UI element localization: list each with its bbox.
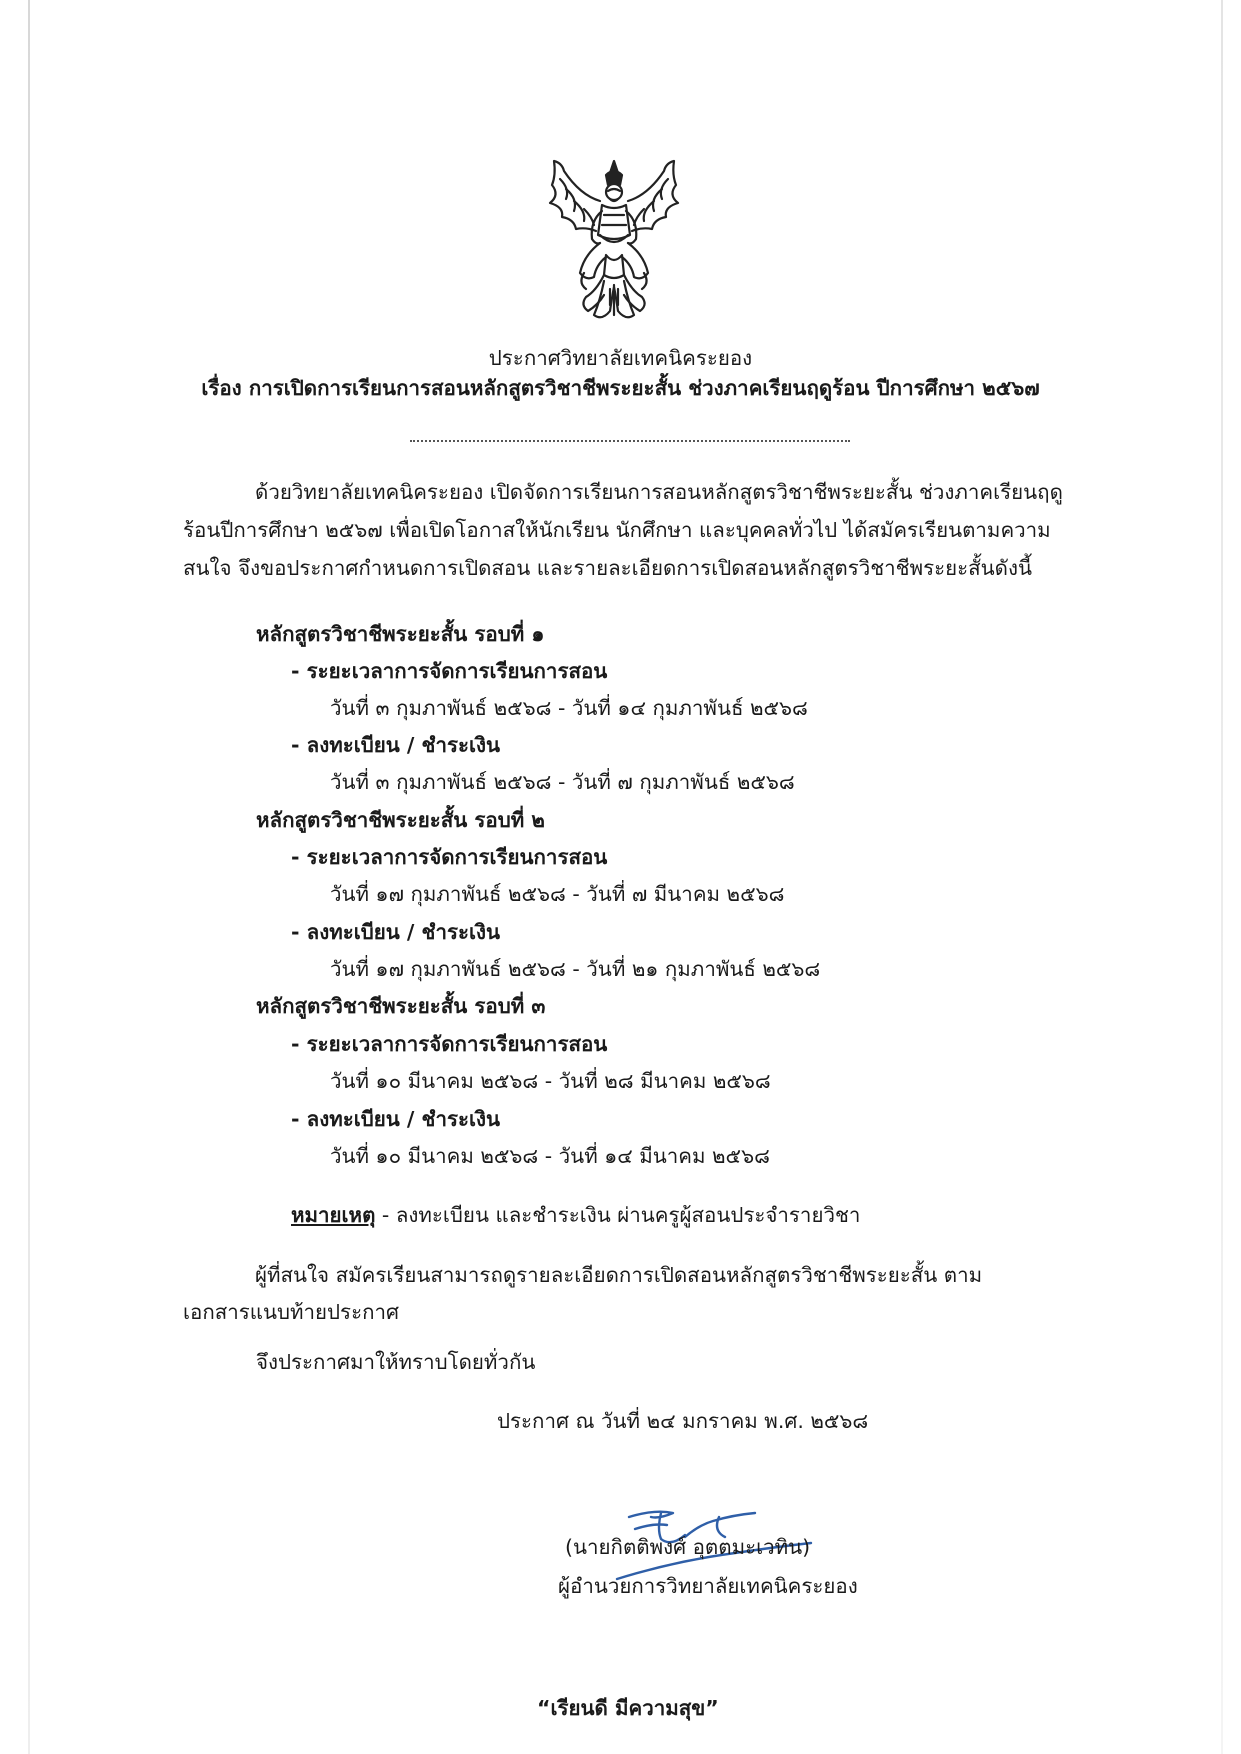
announce-statement: จึงประกาศมาให้ทราบโดยทั่วกัน	[256, 1350, 536, 1374]
round-2-register-dates: วันที่ ๑๗ กุมภาพันธ์ ๒๕๖๘ - วันที่ ๒๑ กุมภาพันธ์ ๒๕๖๘	[330, 957, 821, 981]
round-1-register-dates: วันที่ ๓ กุมภาพันธ์ ๒๕๖๘ - วันที่ ๗ กุมภาพันธ์ ๒๕๖๘	[330, 770, 795, 794]
announcement-subject: เรื่อง การเปิดการเรียนการสอนหลักสูตรวิชาชีพระยะสั้น ช่วงภาคเรียนฤดูร้อน ปีการศึกษา ๒๕๖๗	[201, 376, 1040, 400]
round-2-teaching-dates: วันที่ ๑๗ กุมภาพันธ์ ๒๕๖๘ - วันที่ ๗ มีนาคม ๒๕๖๘	[330, 882, 785, 906]
round-2-teaching-label: - ระยะเวลาการจัดการเรียนการสอน	[291, 845, 608, 869]
scan-edge-left	[28, 0, 30, 1754]
note	[291, 1201, 860, 1229]
round-3-teaching-dates: วันที่ ๑๐ มีนาคม ๒๕๖๘ - วันที่ ๒๘ มีนาคม ๒๕๖๘	[330, 1069, 771, 1093]
garuda-emblem-icon	[540, 155, 688, 325]
scan-edge-right	[1221, 0, 1223, 1754]
note-text: - ลงทะเบียน และชำระเงิน ผ่านครูผู้สอนประจำรายวิชา	[375, 1203, 861, 1227]
round-3-title: หลักสูตรวิชาชีพระยะสั้น รอบที่ ๓	[256, 994, 546, 1018]
announce-date: ประกาศ ณ วันที่ ๒๔ มกราคม พ.ศ. ๒๕๖๘	[497, 1409, 869, 1433]
closing-line-2: เอกสารแนบท้ายประกาศ	[183, 1300, 400, 1324]
signatory-name: (นายกิตติพงศ์ อุตตมะเวทิน)	[565, 1535, 811, 1559]
intro-line-1: ด้วยวิทยาลัยเทคนิคระยอง เปิดจัดการเรียนการสอนหลักสูตรวิชาชีพระยะสั้น ช่วงภาคเรียนฤดู	[255, 480, 1063, 504]
round-1-title: หลักสูตรวิชาชีพระยะสั้น รอบที่ ๑	[256, 622, 545, 646]
intro-line-3: สนใจ จึงขอประกาศกำหนดการเปิดสอน และรายละเอียดการเปิดสอนหลักสูตรวิชาชีพระยะสั้นดังนี้	[183, 556, 1032, 580]
dotted-separator	[410, 440, 850, 442]
intro-line-2: ร้อนปีการศึกษา ๒๕๖๗ เพื่อเปิดโอกาสให้นักเรียน นักศึกษา และบุคคลทั่วไป ได้สมัครเรียนตามความ	[183, 518, 1051, 542]
round-1-register-label: - ลงทะเบียน / ชำระเงิน	[291, 733, 501, 757]
footer-motto: “เรียนดี มีความสุข”	[537, 1696, 719, 1720]
signatory-position: ผู้อำนวยการวิทยาลัยเทคนิคระยอง	[558, 1574, 858, 1598]
note-label: หมายเหตุ	[291, 1203, 376, 1227]
closing-line-1: ผู้ที่สนใจ สมัครเรียนสามารถดูรายละเอียดการเปิดสอนหลักสูตรวิชาชีพระยะสั้น ตาม	[255, 1263, 983, 1287]
round-3-register-dates: วันที่ ๑๐ มีนาคม ๒๕๖๘ - วันที่ ๑๔ มีนาคม ๒๕๖๘	[330, 1144, 770, 1168]
round-3-register-label: - ลงทะเบียน / ชำระเงิน	[291, 1107, 501, 1131]
round-3-teaching-label: - ระยะเวลาการจัดการเรียนการสอน	[291, 1032, 608, 1056]
round-2-register-label: - ลงทะเบียน / ชำระเงิน	[291, 920, 501, 944]
round-2-title: หลักสูตรวิชาชีพระยะสั้น รอบที่ ๒	[256, 808, 545, 832]
announcement-title: ประกาศวิทยาลัยเทคนิคระยอง	[488, 346, 753, 370]
round-1-teaching-label: - ระยะเวลาการจัดการเรียนการสอน	[291, 659, 608, 683]
round-1-teaching-dates: วันที่ ๓ กุมภาพันธ์ ๒๕๖๘ - วันที่ ๑๔ กุมภาพันธ์ ๒๕๖๘	[330, 696, 808, 720]
